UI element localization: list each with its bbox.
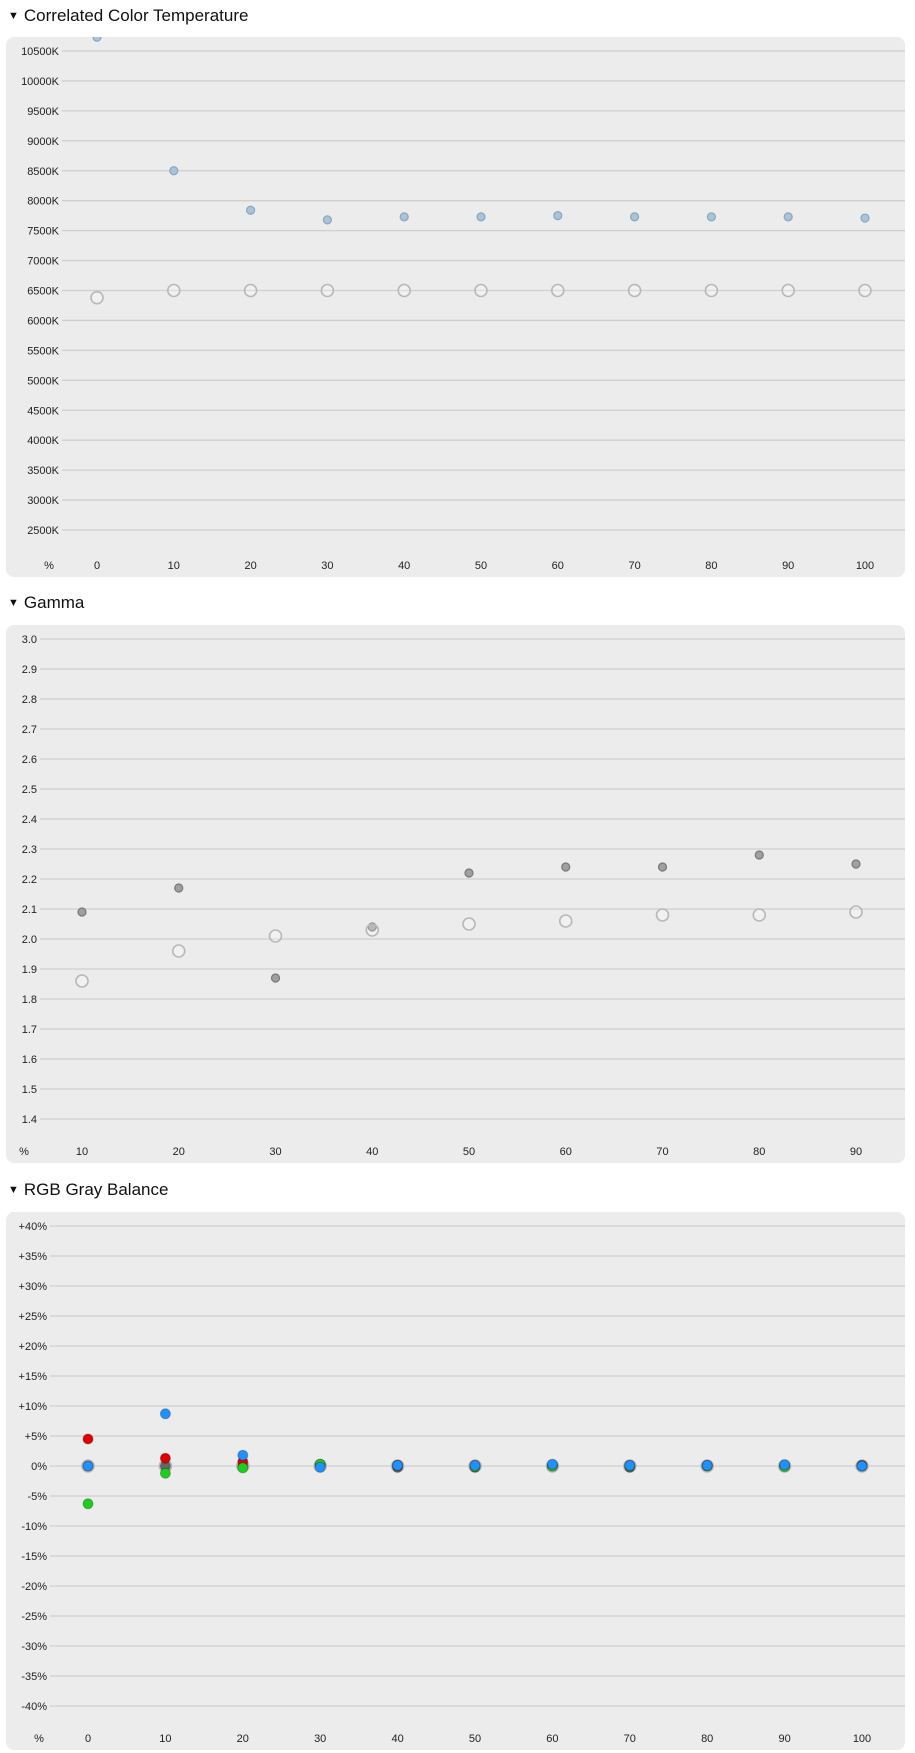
gamma-x-tick-label: 10 <box>75 1146 89 1158</box>
rgb-balance-red-point <box>160 1453 170 1463</box>
cct-y-tick-label: 2500K <box>27 525 59 537</box>
gamma-y-tick-label: 2.8 <box>21 694 37 706</box>
rgb-balance-y-tick-label: +20% <box>18 1341 47 1353</box>
rgb-balance-blue-point <box>547 1459 557 1469</box>
rgb-balance-green-point <box>160 1468 170 1478</box>
gamma-y-tick-label: 3.0 <box>21 634 37 646</box>
rgb-balance-y-tick-label: +40% <box>18 1221 47 1233</box>
gamma-y-tick-label: 2.0 <box>21 934 37 946</box>
rgb-balance-x-tick-label: 100 <box>852 1733 872 1745</box>
cct-y-tick-label: 8000K <box>27 195 59 208</box>
cct-y-tick-label: 9500K <box>27 105 59 118</box>
gamma-measured-point <box>175 884 183 892</box>
cct-y-tick-label: 3000K <box>27 495 59 508</box>
gamma-y-tick-label: 1.8 <box>21 994 37 1006</box>
rgb-balance-y-tick-label: +30% <box>18 1281 47 1293</box>
gamma-x-tick-label: 90 <box>849 1146 863 1158</box>
rgb-balance-y-tick-label: +10% <box>18 1401 47 1413</box>
gamma-target-point <box>753 909 765 921</box>
rgb-balance-blue-point <box>470 1460 480 1470</box>
cct-y-tick-label: 4500K <box>27 405 59 418</box>
cct-section-title: Correlated Color Temperature <box>23 6 249 25</box>
cct-chart-panel <box>6 37 905 577</box>
rgb-balance-y-tick-label: -20% <box>21 1581 47 1593</box>
gamma-y-tick-label: 2.5 <box>21 784 37 796</box>
rgb-balance-blue-point <box>857 1461 867 1471</box>
gamma-x-tick-label: 70 <box>656 1146 669 1158</box>
cct-target-point <box>321 285 333 297</box>
rgb-balance-y-tick-label: -35% <box>21 1671 47 1683</box>
cct-y-tick-label: 10000K <box>21 75 59 88</box>
gamma-target-point <box>850 906 862 918</box>
gamma-y-tick-label: 2.6 <box>21 754 37 766</box>
rgb-balance-y-tick-label: 0% <box>31 1461 47 1473</box>
cct-x-tick-label: 80 <box>705 560 718 572</box>
cct-y-tick-label: 6000K <box>27 315 59 328</box>
cct-x-tick-label: 20 <box>244 560 257 572</box>
rgb-balance-y-tick-label: -5% <box>27 1491 47 1503</box>
cct-y-tick-label: 7500K <box>27 225 59 238</box>
gamma-x-tick-label: 20 <box>172 1146 185 1158</box>
rgb-balance-section-title: RGB Gray Balance <box>23 1180 169 1199</box>
gamma-section-header[interactable] <box>8 591 84 615</box>
gamma-target-point <box>270 930 282 942</box>
cct-measured-point <box>631 213 639 221</box>
gamma-target-point <box>76 975 88 987</box>
cct-target-point <box>168 285 180 297</box>
rgb-balance-x-tick-label: 50 <box>468 1733 482 1745</box>
cct-x-tick-label: 10 <box>167 560 180 572</box>
gamma-y-tick-label: 1.9 <box>21 964 37 976</box>
rgb-balance-x-unit-label: % <box>34 1733 44 1745</box>
gamma-x-tick-label: 30 <box>269 1146 282 1158</box>
rgb-balance-x-tick-label: 70 <box>623 1733 636 1745</box>
collapse-triangle-icon[interactable]: ▼ <box>8 597 19 609</box>
gamma-y-tick-label: 2.4 <box>21 814 37 826</box>
cct-measured-point <box>247 206 255 214</box>
gamma-measured-point <box>659 863 667 871</box>
cct-chart-svg <box>6 37 905 577</box>
rgb-balance-chart-panel <box>6 1212 905 1750</box>
cct-x-tick-label: 100 <box>855 560 875 572</box>
cct-target-point <box>705 285 717 297</box>
rgb-balance-x-tick-label: 30 <box>314 1733 327 1745</box>
cct-x-tick-label: 0 <box>93 560 101 572</box>
collapse-triangle-icon[interactable]: ▼ <box>8 10 19 22</box>
rgb-balance-blue-point <box>625 1460 635 1470</box>
cct-y-tick-label: 10500K <box>21 46 59 58</box>
gamma-target-point <box>560 915 572 927</box>
rgb-balance-x-tick-label: 90 <box>778 1733 791 1745</box>
cct-measured-point <box>707 213 715 221</box>
cct-measured-point <box>477 213 485 221</box>
rgb-balance-x-tick-label: 60 <box>546 1733 559 1745</box>
cct-target-point <box>552 285 564 297</box>
collapse-triangle-icon[interactable]: ▼ <box>8 1184 19 1196</box>
gamma-x-unit-label: % <box>19 1146 29 1158</box>
cct-measured-point <box>93 37 101 41</box>
gamma-measured-point <box>562 863 570 871</box>
gamma-y-tick-label: 2.7 <box>21 724 37 736</box>
gamma-target-point <box>463 918 475 930</box>
gamma-target-point <box>173 945 185 957</box>
rgb-balance-blue-point <box>83 1461 93 1471</box>
rgb-balance-chart-svg <box>6 1212 905 1750</box>
gamma-y-tick-label: 1.4 <box>21 1114 37 1126</box>
gamma-x-tick-label: 60 <box>559 1146 572 1158</box>
cct-x-tick-label: 70 <box>628 560 641 572</box>
cct-y-tick-label: 9000K <box>27 135 59 148</box>
cct-measured-point <box>554 212 562 220</box>
cct-target-point <box>782 285 794 297</box>
cct-target-point <box>91 292 103 304</box>
cct-target-point <box>859 285 871 297</box>
cct-y-tick-label: 3500K <box>27 465 59 478</box>
rgb-balance-red-point <box>83 1434 93 1444</box>
gamma-measured-point <box>465 869 473 877</box>
gamma-y-tick-label: 2.2 <box>21 874 37 886</box>
gamma-x-tick-label: 80 <box>753 1146 766 1158</box>
gamma-x-tick-label: 40 <box>366 1146 379 1158</box>
rgb-balance-x-tick-label: 0 <box>84 1733 92 1745</box>
rgb-balance-y-tick-label: -30% <box>21 1641 47 1653</box>
gamma-x-tick-label: 50 <box>462 1146 476 1158</box>
cct-y-tick-label: 5000K <box>27 375 59 388</box>
gamma-chart-svg <box>6 625 905 1163</box>
rgb-balance-x-tick-label: 40 <box>391 1733 404 1745</box>
gamma-measured-point <box>852 860 860 868</box>
rgb-balance-y-tick-label: -25% <box>21 1611 47 1623</box>
rgb-balance-y-tick-label: +35% <box>18 1251 47 1263</box>
cct-y-tick-label: 8500K <box>27 165 59 178</box>
cct-x-tick-label: 40 <box>398 560 411 572</box>
rgb-balance-section-header[interactable] <box>8 1178 168 1202</box>
rgb-balance-x-tick-label: 10 <box>159 1733 172 1745</box>
rgb-balance-blue-point <box>702 1460 712 1470</box>
cct-measured-point <box>784 213 792 221</box>
gamma-y-tick-label: 2.9 <box>21 664 37 676</box>
gamma-target-point <box>366 924 378 936</box>
gamma-measured-point <box>755 851 763 859</box>
cct-measured-point <box>323 216 331 224</box>
gamma-measured-point <box>272 974 280 982</box>
rgb-balance-x-tick-label: 20 <box>236 1733 249 1745</box>
cct-x-tick-label: 90 <box>782 560 795 572</box>
gamma-y-tick-label: 1.7 <box>21 1024 37 1036</box>
cct-y-tick-label: 4000K <box>27 435 59 448</box>
cct-measured-point <box>861 214 869 222</box>
rgb-balance-y-tick-label: +25% <box>18 1311 47 1323</box>
cct-y-tick-label: 5500K <box>27 345 59 358</box>
cct-y-tick-label: 6500K <box>27 285 59 298</box>
rgb-balance-y-tick-label: +5% <box>24 1431 47 1443</box>
cct-y-tick-label: 7000K <box>27 255 59 268</box>
cct-target-point <box>629 285 641 297</box>
rgb-balance-blue-point <box>780 1460 790 1470</box>
rgb-balance-blue-point <box>160 1409 170 1419</box>
cct-target-point <box>475 285 487 297</box>
rgb-balance-green-point <box>238 1463 248 1473</box>
gamma-chart-panel <box>6 625 905 1163</box>
rgb-balance-y-tick-label: -40% <box>21 1701 47 1713</box>
gamma-section-title: Gamma <box>23 593 85 612</box>
gamma-target-point <box>657 909 669 921</box>
rgb-balance-y-tick-label: +15% <box>18 1371 47 1383</box>
rgb-balance-blue-point <box>393 1460 403 1470</box>
rgb-balance-y-tick-label: -10% <box>21 1521 47 1533</box>
rgb-balance-x-tick-label: 80 <box>701 1733 714 1745</box>
cct-x-tick-label: 50 <box>474 560 488 572</box>
cct-section-header[interactable] <box>8 4 248 28</box>
cct-x-unit-label: % <box>44 560 54 572</box>
cct-target-point <box>398 285 410 297</box>
cct-x-tick-label: 60 <box>551 560 564 572</box>
gamma-y-tick-label: 1.6 <box>21 1054 37 1066</box>
cct-measured-point <box>170 167 178 175</box>
rgb-balance-green-point <box>83 1499 93 1509</box>
rgb-balance-y-tick-label: -15% <box>21 1551 47 1563</box>
cct-target-point <box>245 285 257 297</box>
cct-x-tick-label: 30 <box>321 560 334 572</box>
rgb-balance-blue-point <box>238 1450 248 1460</box>
gamma-y-tick-label: 2.3 <box>21 844 37 856</box>
gamma-y-tick-label: 2.1 <box>21 904 37 916</box>
gamma-measured-point <box>78 908 86 916</box>
gamma-y-tick-label: 1.5 <box>21 1084 37 1096</box>
rgb-balance-blue-point <box>315 1462 325 1472</box>
cct-measured-point <box>400 213 408 221</box>
